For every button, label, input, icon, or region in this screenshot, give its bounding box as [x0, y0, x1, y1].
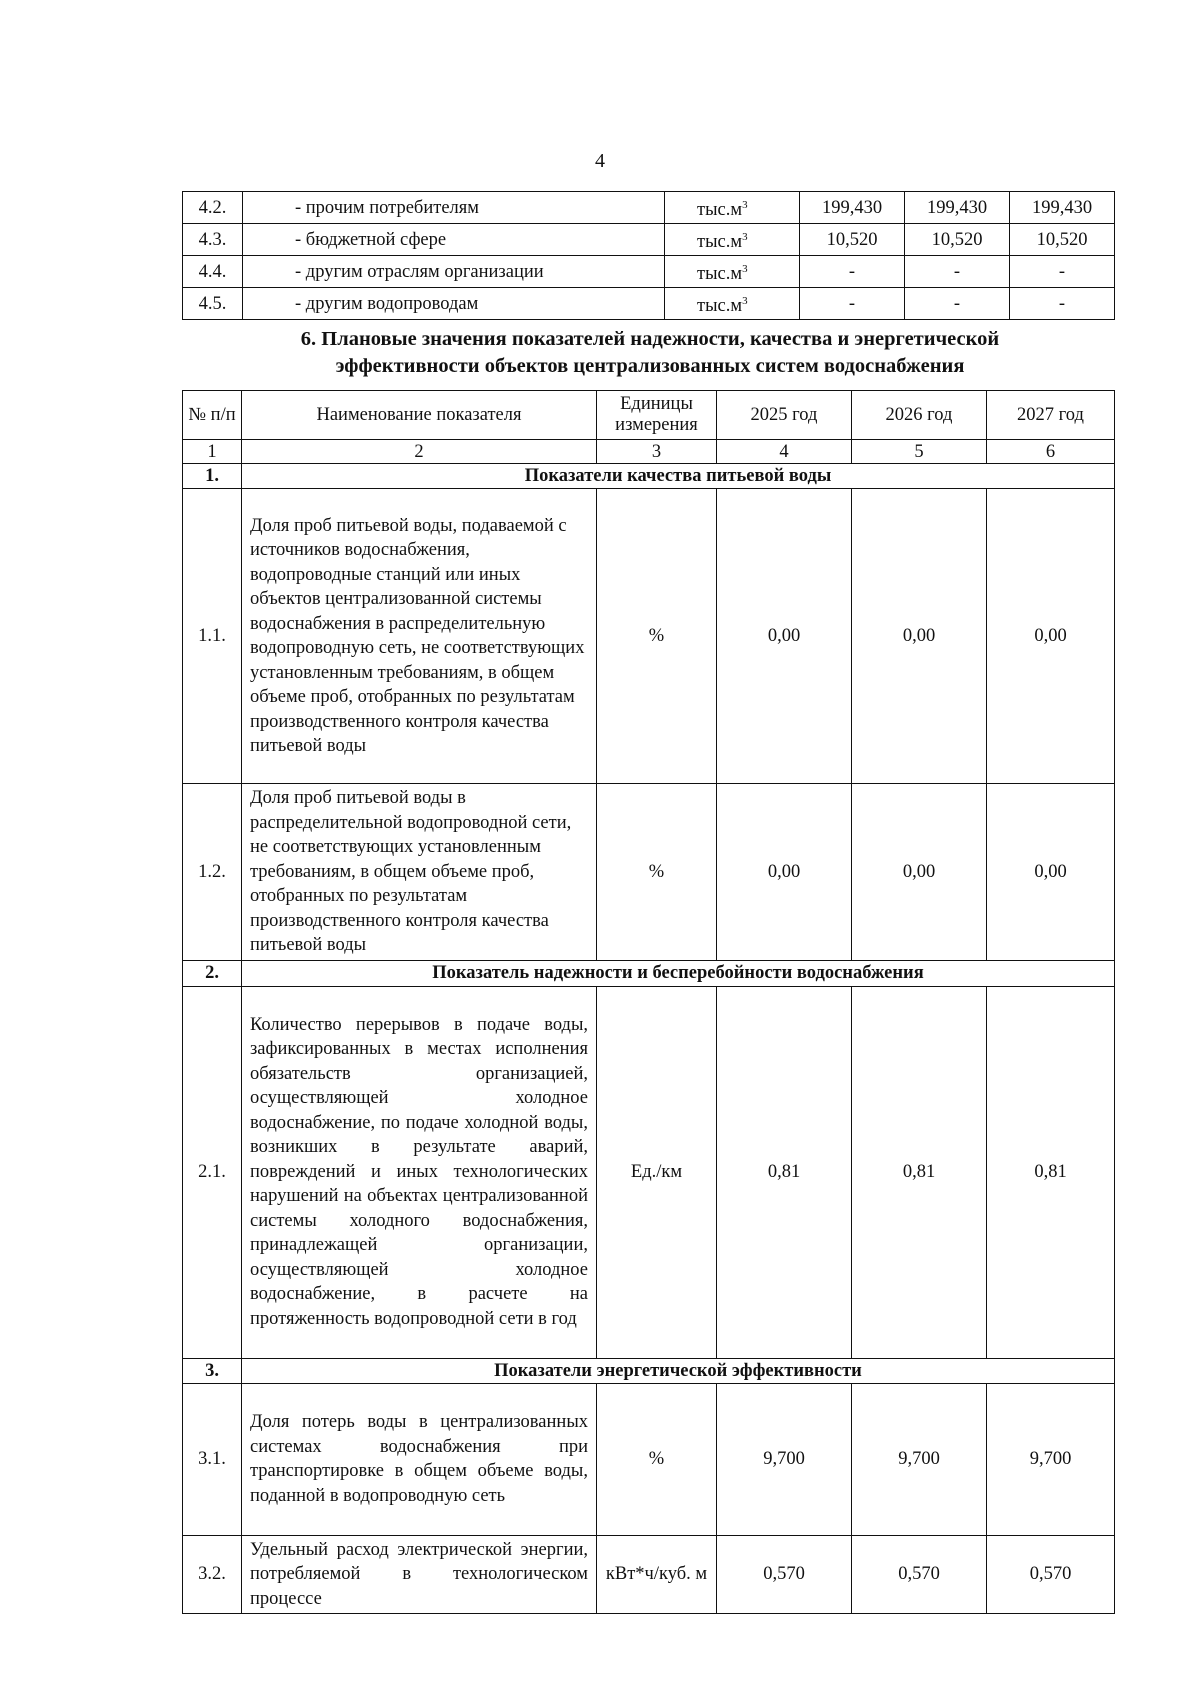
table-row [183, 784, 1115, 961]
row-name: - бюджетной сфере [243, 224, 665, 256]
section-heading [200, 326, 1100, 380]
value-2027: 199,430 [1010, 192, 1115, 224]
section-number: 1. [183, 464, 242, 489]
table-row [183, 1383, 1115, 1535]
value-2026: 9,700 [852, 1383, 987, 1535]
col-number: 6 [987, 440, 1115, 464]
value-2026: 10,520 [905, 224, 1010, 256]
indicator-name: Количество перерывов в подаче воды, зафиксированных в местах исполнения обязательств организацией, осуществляющей холодное водоснабжение, по подаче холодной воды, возникших в результате аварий, повреждений и иных технологических нарушений на объектах централизованной системы холодного водоснабжения, принадлежащей организации, осуществляющей холодное водоснабжение, в расчете на протяженность водопроводной сети в год [242, 986, 597, 1358]
value-2025: 199,430 [800, 192, 905, 224]
row-number: 3.2. [183, 1535, 242, 1614]
value-2026: 0,570 [852, 1535, 987, 1614]
row-number: 1.2. [183, 784, 242, 961]
section-heading-line-2: эффективности объектов централизованных систем водоснабжения [335, 355, 965, 377]
section-row [183, 464, 1115, 489]
table-row [183, 256, 1115, 288]
indicator-unit: кВт*ч/куб. м [597, 1535, 717, 1614]
table-header-row [183, 391, 1115, 440]
header-num: № п/п [183, 391, 242, 440]
value-2026: 0,00 [852, 784, 987, 961]
value-2025: 0,00 [717, 489, 852, 784]
row-number: 4.5. [183, 288, 243, 320]
row-name: - прочим потребителям [243, 192, 665, 224]
indicator-name: Доля проб питьевой воды, подаваемой с источников водоснабжения, водопроводные станций или иных объектов централизованной системы водоснабжения в распределительную водопроводную сеть, не соответствующих установленным требованиям, в общем объеме проб, отобранных по результатам производственного контроля качества питьевой воды [242, 489, 597, 784]
col-number: 3 [597, 440, 717, 464]
row-name: - другим водопроводам [243, 288, 665, 320]
value-2025: 0,00 [717, 784, 852, 961]
table-row [183, 1535, 1115, 1614]
indicator-name: Удельный расход электрической энергии, потребляемой в технологическом процессе [242, 1535, 597, 1614]
value-2026: - [905, 256, 1010, 288]
value-2025: - [800, 288, 905, 320]
value-2027: 0,00 [987, 489, 1115, 784]
value-2025: 9,700 [717, 1383, 852, 1535]
section-heading-line-1: 6. Плановые значения показателей надежности, качества и энергетической [300, 328, 1000, 350]
row-number: 4.2. [183, 192, 243, 224]
value-2027: 0,00 [987, 784, 1115, 961]
section-title: Показатели качества питьевой воды [242, 464, 1115, 489]
value-2027: 0,570 [987, 1535, 1115, 1614]
section-number: 3. [183, 1358, 242, 1383]
column-number-row [183, 440, 1115, 464]
value-2027: 0,81 [987, 986, 1115, 1358]
row-number: 3.1. [183, 1383, 242, 1535]
value-2026: 199,430 [905, 192, 1010, 224]
section-row [183, 1358, 1115, 1383]
row-name: - другим отраслям организации [243, 256, 665, 288]
header-2025: 2025 год [717, 391, 852, 440]
value-2025: 0,81 [717, 986, 852, 1358]
value-2025: 0,570 [717, 1535, 852, 1614]
section-number: 2. [183, 960, 242, 986]
row-number: 4.4. [183, 256, 243, 288]
value-2027: - [1010, 288, 1115, 320]
value-2026: - [905, 288, 1010, 320]
col-number: 1 [183, 440, 242, 464]
section-row [183, 960, 1115, 986]
section-title: Показатели энергетической эффективности [242, 1358, 1115, 1383]
page-number: 4 [595, 150, 605, 172]
row-number: 4.3. [183, 224, 243, 256]
value-2025: - [800, 256, 905, 288]
row-unit: $тыс.м^3$ [665, 288, 800, 320]
indicators-table [182, 390, 1115, 1614]
indicator-unit: % [597, 784, 717, 961]
value-2027: 9,700 [987, 1383, 1115, 1535]
col-number: 4 [717, 440, 852, 464]
header-2026: 2026 год [852, 391, 987, 440]
value-2025: 10,520 [800, 224, 905, 256]
indicator-name: Доля потерь воды в централизованных системах водоснабжения при транспортировке в общем объеме воды, поданной в водопроводную сеть [242, 1383, 597, 1535]
value-2027: 10,520 [1010, 224, 1115, 256]
header-name: Наименование показателя [242, 391, 597, 440]
row-number: 2.1. [183, 986, 242, 1358]
indicator-unit: Ед./км [597, 986, 717, 1358]
indicator-unit: % [597, 1383, 717, 1535]
section-title: Показатель надежности и бесперебойности водоснабжения [242, 960, 1115, 986]
value-2026: 0,00 [852, 489, 987, 784]
consumption-table [182, 191, 1115, 320]
value-2027: - [1010, 256, 1115, 288]
table-row [183, 986, 1115, 1358]
table-row [183, 288, 1115, 320]
header-unit: Единицы измерения [597, 391, 717, 440]
table-row [183, 489, 1115, 784]
row-unit: $тыс.м^3$ [665, 192, 800, 224]
header-2027: 2027 год [987, 391, 1115, 440]
indicator-unit: % [597, 489, 717, 784]
value-2026: 0,81 [852, 986, 987, 1358]
table-row [183, 224, 1115, 256]
row-unit: $тыс.м^3$ [665, 224, 800, 256]
row-unit: $тыс.м^3$ [665, 256, 800, 288]
indicator-name: Доля проб питьевой воды в распределительной водопроводной сети, не соответствующих установленным требованиям, в общем объеме проб, отобранных по результатам производственного контроля качества питьевой воды [242, 784, 597, 961]
row-number: 1.1. [183, 489, 242, 784]
table-row [183, 192, 1115, 224]
col-number: 2 [242, 440, 597, 464]
col-number: 5 [852, 440, 987, 464]
